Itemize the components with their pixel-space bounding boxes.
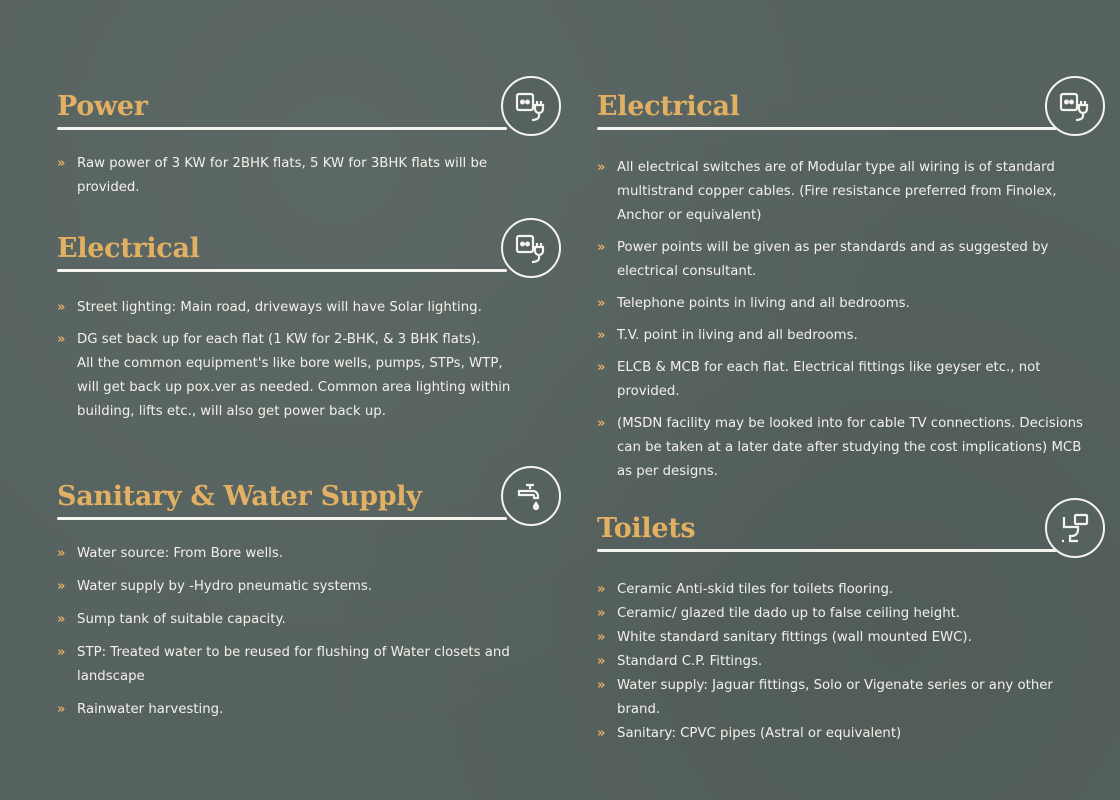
sanitary-title: Sanitary & Water Supply (57, 481, 422, 512)
bullet-icon: » (57, 156, 63, 171)
list-item: » Power points will be given as per standards and as suggested by electrical consultant. (597, 236, 1097, 284)
list-item: » Water supply by -Hydro pneumatic systems. (57, 575, 527, 599)
bullet-icon: » (57, 546, 63, 561)
plug-socket-icon (501, 218, 561, 278)
power-list (57, 152, 527, 200)
list-item-continuation: All the common equipment's like bore wells, pumps, STPs, WTP, will get back up pox.ver as needed. Common area lighting within building, lifts etc., will also get power back up. (77, 356, 511, 419)
bullet-icon: » (57, 579, 63, 594)
electrical-right-divider (597, 127, 1057, 130)
bullet-icon: » (57, 332, 63, 347)
list-item: » Ceramic/ glazed tile dado up to false ceiling height. (597, 602, 1097, 626)
water-tap-icon (501, 466, 561, 526)
electrical-left-title: Electrical (57, 233, 200, 264)
list-item: » ELCB & MCB for each flat. Electrical fittings like geyser etc., not provided. (597, 356, 1097, 404)
toilet-icon (1045, 498, 1105, 558)
list-item: » Ceramic Anti-skid tiles for toilets flooring. (597, 578, 1097, 602)
bullet-icon: » (597, 582, 603, 597)
list-item: » Telephone points in living and all bedrooms. (597, 292, 1097, 316)
toilets-divider (597, 549, 1057, 552)
list-item: » Water source: From Bore wells. (57, 542, 527, 566)
list-item: » Standard C.P. Fittings. (597, 650, 1097, 674)
plug-socket-icon (501, 76, 561, 136)
list-item: » T.V. point in living and all bedrooms. (597, 324, 1097, 348)
list-item: » Raw power of 3 KW for 2BHK flats, 5 KW for 3BHK flats will be provided. (57, 152, 527, 200)
electrical-left-list (57, 296, 527, 424)
electrical-right-list (597, 156, 1097, 484)
power-section (57, 64, 557, 200)
bullet-icon: » (57, 645, 63, 660)
power-header (57, 64, 557, 130)
list-item: » Street lighting: Main road, driveways will have Solar lighting. (57, 296, 527, 320)
bullet-icon: » (597, 160, 603, 175)
power-title: Power (57, 91, 148, 122)
toilets-header (597, 486, 1107, 552)
bullet-icon: » (597, 726, 603, 741)
list-item: » All electrical switches are of Modular type all wiring is of standard multistrand copper cables. (Fire resistance preferred from Finolex, Anchor or equivalent) (597, 156, 1097, 228)
electrical-left-divider (57, 269, 507, 272)
list-item: » STP: Treated water to be reused for flushing of Water closets and landscape (57, 641, 527, 689)
bullet-icon: » (57, 702, 63, 717)
list-item: » Sump tank of suitable capacity. (57, 608, 527, 632)
bullet-icon: » (597, 328, 603, 343)
list-item: » Sanitary: CPVC pipes (Astral or equivalent) (597, 722, 1097, 746)
bullet-icon: » (597, 296, 603, 311)
bullet-icon: » (597, 360, 603, 375)
electrical-left-section (57, 206, 557, 424)
bullet-icon: » (57, 300, 63, 315)
list-item: » (MSDN facility may be looked into for cable TV connections. Decisions can be taken at a later date after studying the cost implications) MCB as per designs. (597, 412, 1097, 484)
power-divider (57, 127, 507, 130)
bullet-icon: » (597, 654, 603, 669)
list-item: » DG set back up for each flat (1 KW for 2-BHK, & 3 BHK flats). (57, 328, 527, 352)
electrical-left-header (57, 206, 557, 272)
bullet-icon: » (597, 606, 603, 621)
electrical-right-header (597, 64, 1107, 130)
sanitary-list (57, 542, 527, 722)
sanitary-divider (57, 517, 507, 520)
bullet-icon: » (597, 240, 603, 255)
bullet-icon: » (57, 612, 63, 627)
plug-socket-icon (1045, 76, 1105, 136)
toilets-section (597, 486, 1107, 746)
list-item: » Rainwater harvesting. (57, 698, 527, 722)
toilets-title: Toilets (597, 513, 696, 544)
electrical-right-title: Electrical (597, 91, 740, 122)
sanitary-section (57, 454, 557, 722)
electrical-right-section (597, 64, 1107, 484)
toilets-list (597, 578, 1097, 746)
list-item: » Water supply: Jaguar fittings, Solo or Vigenate series or any other brand. (597, 674, 1097, 722)
list-item: » White standard sanitary fittings (wall mounted EWC). (597, 626, 1097, 650)
sanitary-header (57, 454, 557, 520)
bullet-icon: » (597, 630, 603, 645)
bullet-icon: » (597, 678, 603, 693)
bullet-icon: » (597, 416, 603, 431)
